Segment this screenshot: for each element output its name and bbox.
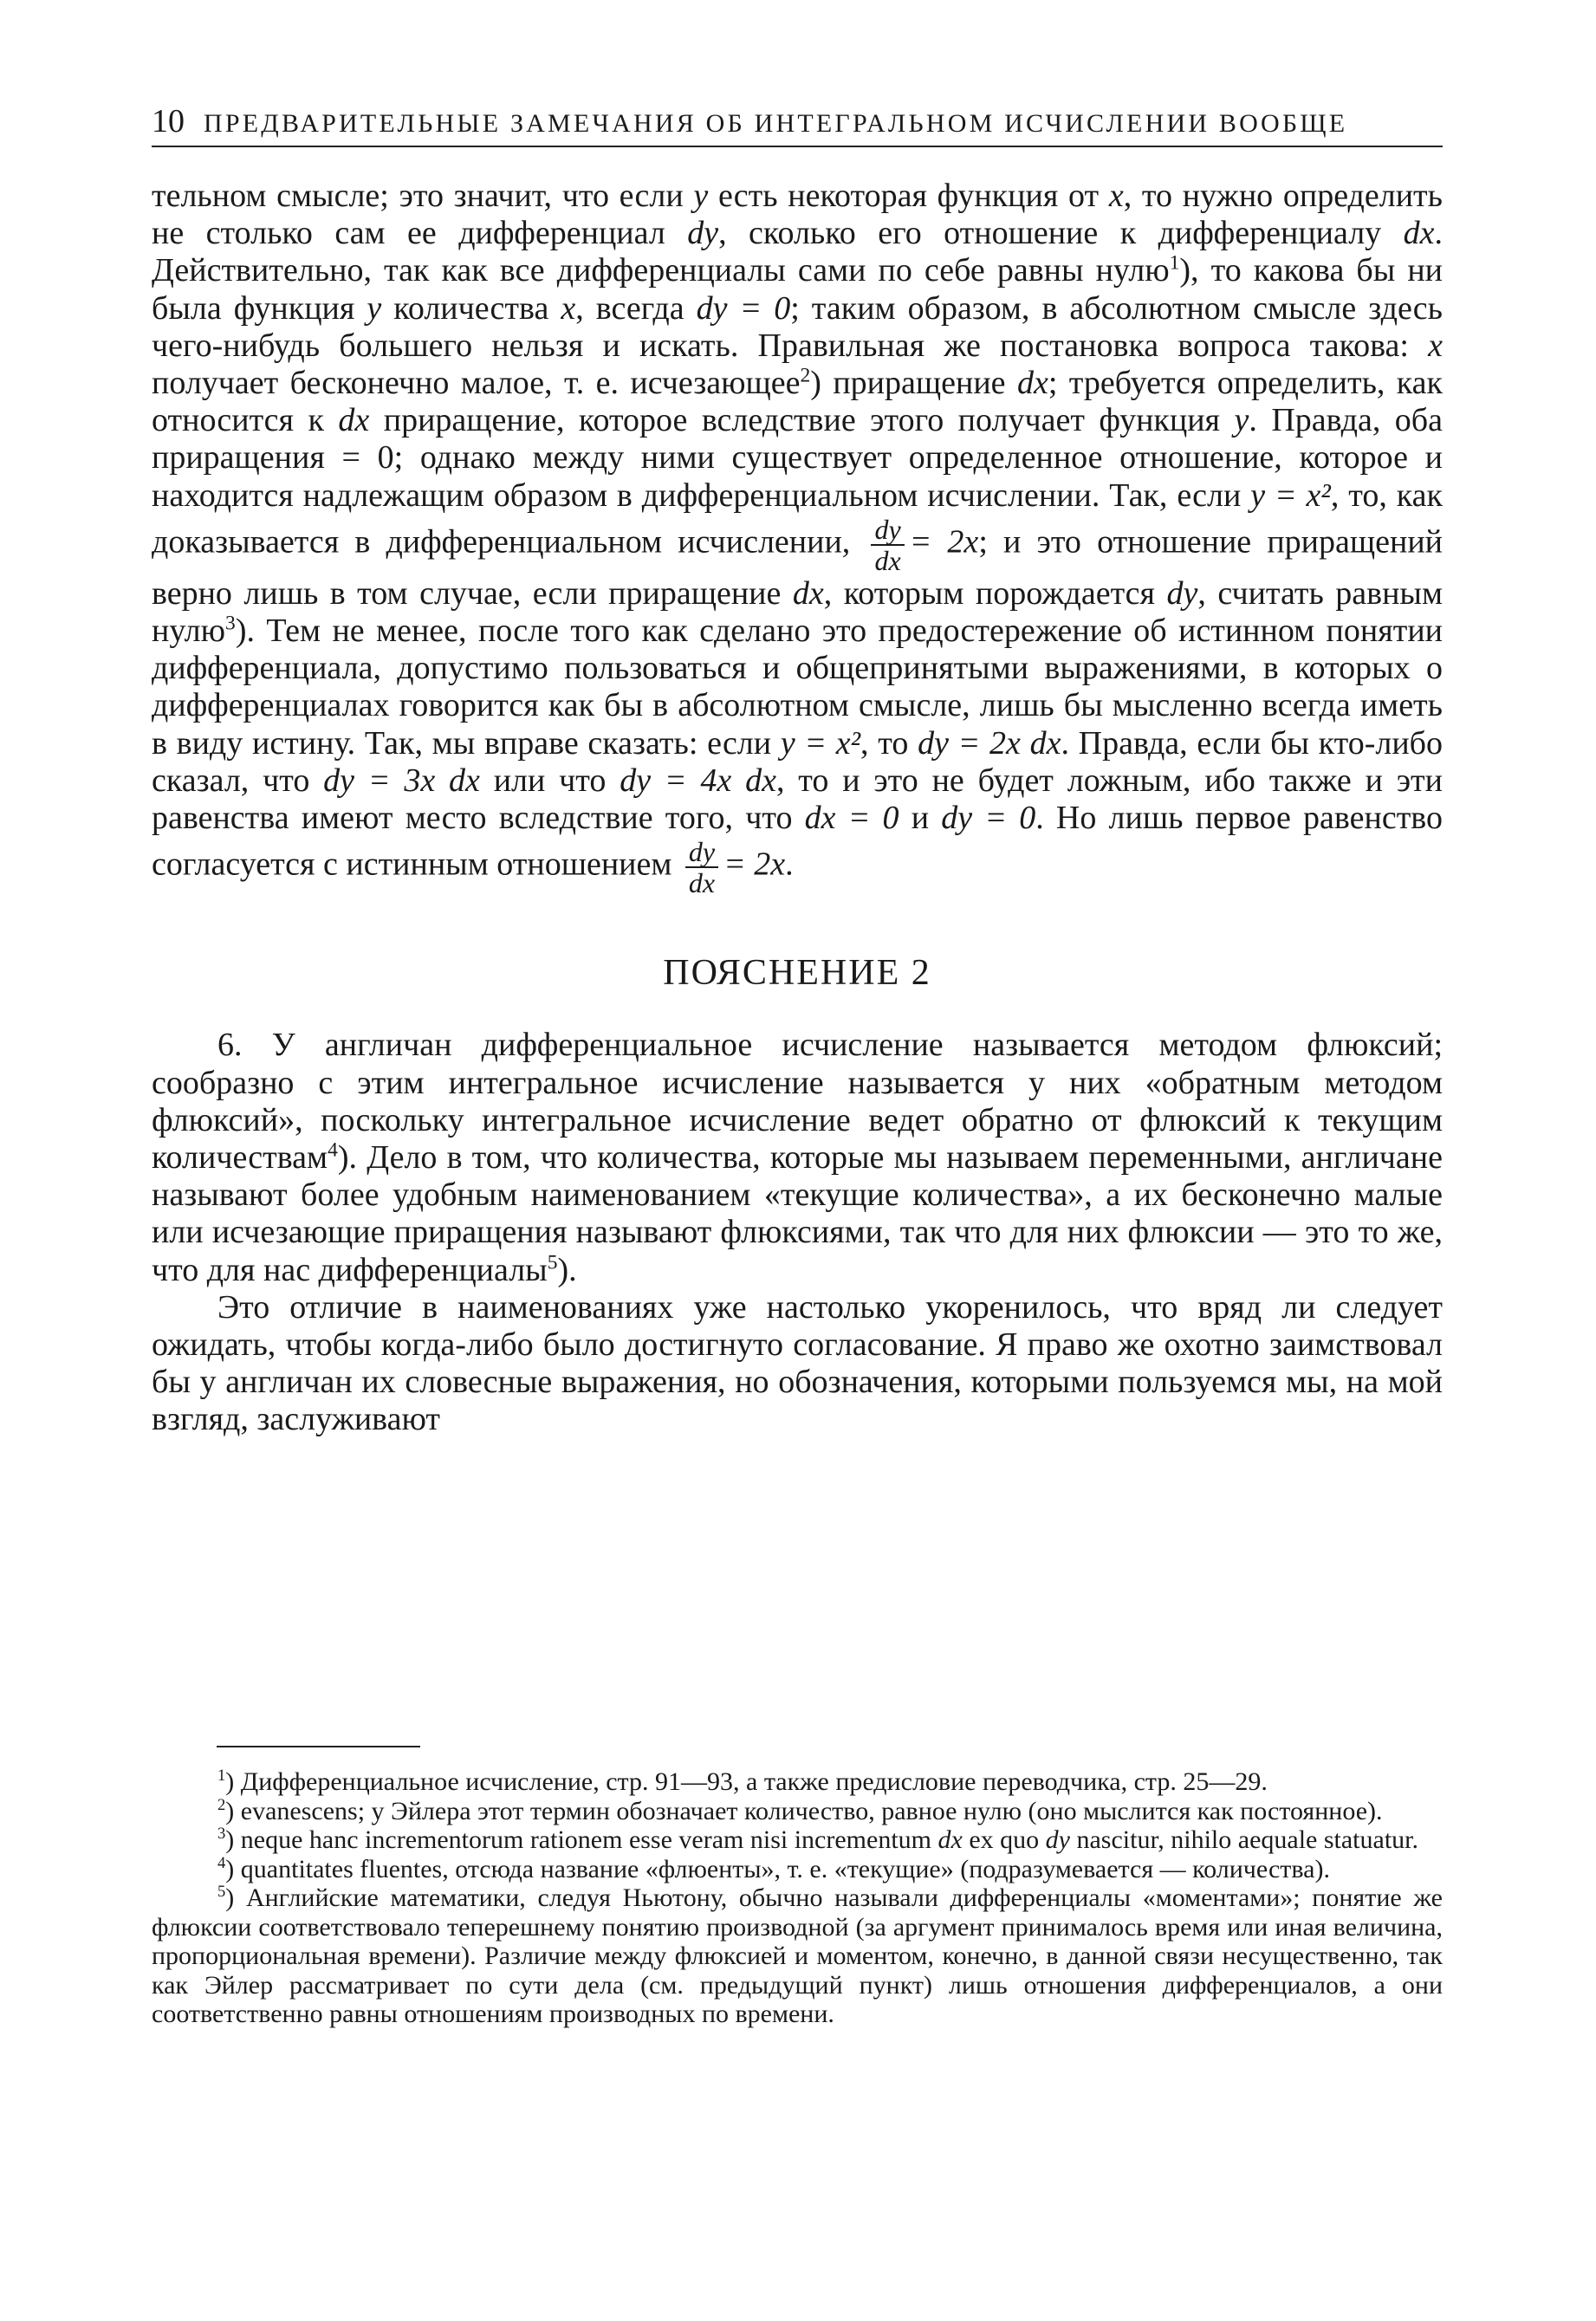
footnote-ref-1: 1 — [1169, 251, 1180, 275]
text-run: ). — [557, 1251, 577, 1288]
footnote-mark: 1 — [217, 1767, 226, 1785]
math-var: x — [1428, 327, 1443, 364]
footnote-text: ex quo — [962, 1825, 1046, 1854]
math-var: y — [1234, 402, 1249, 439]
text-run: приращение, которое вследствие этого получает функция — [369, 402, 1235, 439]
footnote-5 — [152, 1883, 1443, 2029]
fraction-dy-dx — [685, 837, 718, 898]
math-expr: dy = 4x dx — [620, 762, 776, 799]
fraction-numerator: dy — [685, 837, 718, 868]
footnote-text: ) quantitates fluentes, отсюда название «флюенты», т. е. «текущие» (подразумевается — количества). — [225, 1854, 1330, 1883]
math-expr: = 2x — [723, 846, 786, 883]
text-run: . Правда, если бы кто-либо сказал, что — [152, 724, 1444, 799]
math-var: dx — [792, 574, 824, 612]
text-run: ), то какова бы ни была функция — [152, 252, 1444, 327]
footnote-4 — [152, 1855, 1443, 1884]
text-run: и — [899, 800, 942, 837]
math-expr: y = x² — [780, 724, 861, 762]
text-run: . — [785, 846, 794, 883]
footnote-mark: 4 — [217, 1853, 226, 1872]
math-var: dx — [338, 402, 370, 439]
footnote-divider — [217, 1746, 420, 1747]
text-run: , всегда — [575, 289, 697, 327]
math-var: dy — [1045, 1825, 1070, 1854]
text-run: ; требуется определить, как относится к — [152, 365, 1444, 439]
math-expr: = 2x — [909, 523, 979, 561]
paragraph-3: Это отличие в наименованиях уже настолько укоренилось, что вряд ли следует ожидать, чтобы когда-либо было достигнуто согласование. Я право же охотно заимствовал бы у англичан их словесные выражения, но обозначения, которыми пользуемся мы, на мой взгляд, заслуживают — [152, 1288, 1443, 1438]
text-run: , сколько его отношение к дифференциалу — [718, 215, 1404, 252]
footnote-text: ) Дифференциальное исчисление, стр. 91—93, а также предисловие переводчика, стр. 25—29. — [225, 1767, 1268, 1796]
text-run: есть некоторая функция от — [708, 178, 1109, 214]
math-var: x — [1108, 178, 1124, 214]
footnote-text: ) Английские математики, следуя Ньютону, обычно называли дифференциалы «моментами»; понятие же флюксии соответствовало теперешнему понятию производной (за аргумент принималось время или иная величина, пропорциональная времени). Различие между флюксией и моментом, конечно, в данной связи несущественно, так как Эйлер рассматривает по сути дела (см. предыдущий пункт) лишь отношения дифференциалов, а они соответственно равны отношениям производных по времени. — [152, 1883, 1443, 2028]
math-expr: dy = 0 — [941, 800, 1036, 837]
math-expr: dy = 2x dx — [918, 724, 1061, 762]
text-run: получает бесконечно малое, т. е. исчезающее — [152, 365, 801, 402]
math-expr: dy = 3x dx — [323, 762, 480, 799]
page-header — [152, 97, 1443, 147]
text-run: , то нужно определить не столько сам ее дифференциал — [152, 178, 1443, 252]
footnote-mark: 5 — [217, 1883, 226, 1901]
math-expr: y = x² — [1250, 477, 1331, 514]
fraction-dy-dx — [871, 515, 904, 575]
text-run: . Но лишь первое равенство согласуется с истинным отношением — [152, 800, 1443, 883]
text-run: , то — [860, 724, 918, 762]
math-var: x — [561, 289, 576, 327]
footnote-text: ) neque hanc incrementorum rationem esse veram nisi incrementum — [225, 1825, 938, 1854]
text-run: тельном смысле; это значит, что если — [152, 178, 694, 214]
fraction-denominator: dx — [688, 867, 716, 899]
text-run: 6. У англичан дифференциальное исчисление называется методом флюксий; сообразно с этим интегральное исчисление называется у них «обратным методом флюксий», поскольку интегральное исчисление ведет обратно от флюксий к текущим количествам — [152, 1027, 1443, 1177]
body-text — [152, 178, 1443, 1439]
page-number: 10 — [152, 103, 185, 139]
text-run: ; и это отношение приращений верно лишь в том случае, если приращение — [152, 523, 1443, 612]
math-expr: dx = 0 — [804, 800, 899, 837]
text-run: или что — [479, 762, 620, 799]
text-run: . Действительно, так как все дифференциалы сами по себе равны нулю — [152, 215, 1443, 289]
math-var: dy — [1166, 574, 1198, 612]
footnote-ref-2: 2 — [800, 364, 811, 387]
math-var: y — [693, 178, 709, 214]
footnote-ref-3: 3 — [225, 612, 236, 635]
footnote-ref-4: 4 — [328, 1138, 338, 1162]
text-run: , то и это не будет ложным, ибо также и эти равенства имеют место вследствие того, что — [152, 762, 1443, 837]
math-var: dy — [687, 215, 719, 252]
footnote-1 — [152, 1767, 1443, 1797]
paragraph-1 — [152, 178, 1443, 898]
footnote-mark: 2 — [217, 1795, 226, 1814]
fraction-denominator: dx — [874, 544, 901, 576]
text-run: . Правда, оба приращения = 0; однако между ними существует определенное отношение, которое и находится надлежащим образом в дифференциальном исчислении. Так, если — [152, 402, 1444, 514]
math-expr: dy = 0 — [696, 289, 791, 327]
text-run: , которым порождается — [823, 574, 1167, 612]
math-var: dx — [1403, 215, 1435, 252]
text-run: , считать равным нулю — [152, 574, 1443, 650]
section-title: ПОЯСНЕНИЕ 2 — [663, 953, 931, 994]
fraction-numerator: dy — [871, 515, 904, 546]
footnote-3 — [152, 1825, 1443, 1855]
text-run: , то, как доказывается в дифференциальном исчислении, — [152, 477, 1443, 561]
math-var: dx — [1016, 365, 1048, 402]
footnote-text: nascitur, nihilo aequale statuatur. — [1069, 1825, 1418, 1854]
text-run: ; таким образом, в абсолютном смысле здесь чего-нибудь большего нельзя и искать. Правильная же постановка вопроса такова: — [152, 289, 1443, 364]
math-var: y — [367, 289, 382, 327]
math-var: dx — [937, 1825, 963, 1854]
text-run: количества — [381, 289, 561, 327]
text-run: ) приращение — [810, 365, 1017, 402]
paragraph-2 — [152, 1027, 1443, 1288]
text-run: ). Дело в том, что количества, которые мы называем переменными, англичане называют более удобным наименованием «текущие количества», а их бесконечно малые или исчезающие приращения называют флюксиями, так что для них флюксии — это то же, что для нас дифференциалы — [152, 1139, 1443, 1288]
footnote-2 — [152, 1797, 1443, 1826]
footnote-mark: 3 — [217, 1825, 226, 1843]
running-title: ПРЕДВАРИТЕЛЬНЫЕ ЗАМЕЧАНИЯ ОБ ИНТЕГРАЛЬНОМ ИСЧИСЛЕНИИ ВООБЩЕ — [204, 109, 1348, 138]
footnote-text: ) evanescens; у Эйлера этот термин обозначает количество, равное нулю (оно мыслится как постоянное). — [225, 1796, 1383, 1825]
footnote-ref-5: 5 — [547, 1251, 558, 1274]
footnotes — [152, 1767, 1443, 2029]
text-run: ). Тем не менее, после того как сделано это предостережение об истинном понятии дифференциала, допустимо пользоваться и общепринятыми выражениями, в которых о дифференциалах говорится как бы в абсолютном смысле, лишь бы мысленно всегда иметь в виду истину. Так, мы вправе сказать: если — [152, 613, 1443, 762]
